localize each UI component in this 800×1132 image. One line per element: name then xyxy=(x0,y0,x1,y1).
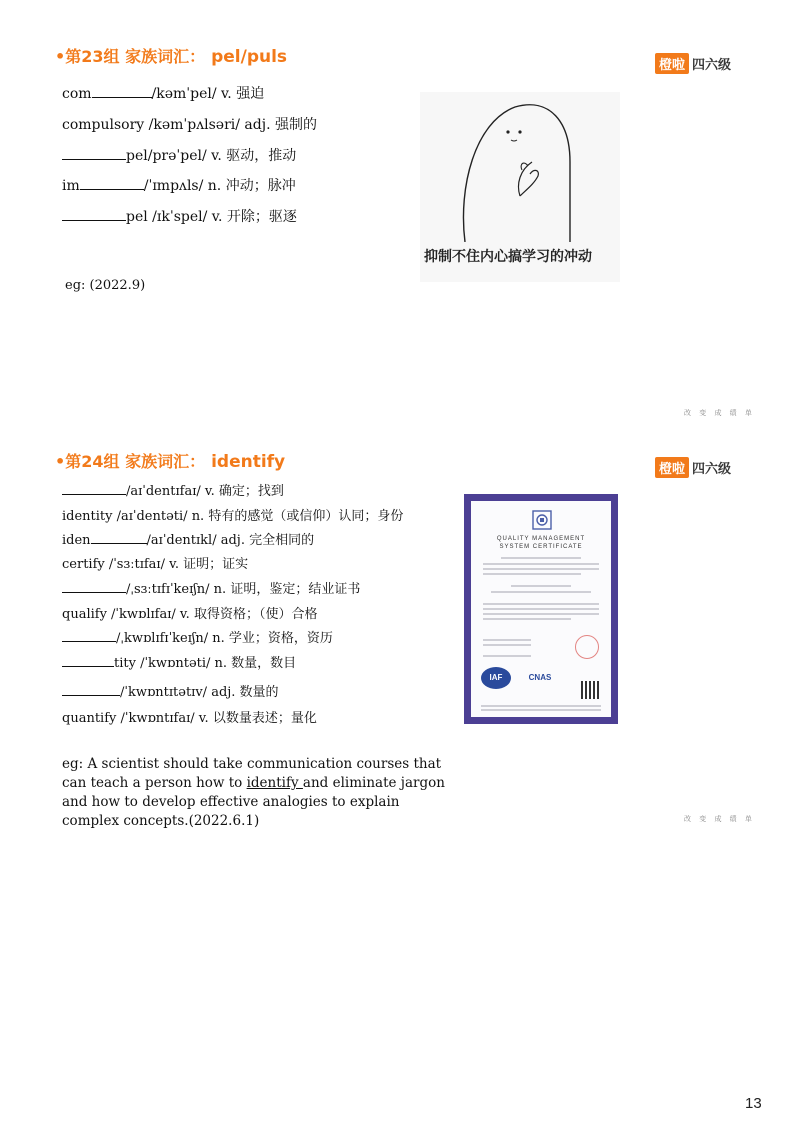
side-tag: 改 变 成 绩 单 xyxy=(684,815,755,823)
underlined-word: identify xyxy=(246,775,303,791)
page-number: 13 xyxy=(745,1095,762,1112)
vocab-line: iden /aɪˈdentɪkl/ adj. 完全相同的 xyxy=(62,533,315,548)
vocab-line: pel/prəˈpel/ v. 驱动，推动 xyxy=(62,145,296,165)
meme-caption: 抑制不住内心搞学习的冲动 xyxy=(424,249,592,265)
fill-blank xyxy=(62,147,126,160)
example-sentence: eg: A scientist should take communication courses that can teach a person how to identify and eliminate jargon and how to develop effective analogies to explain complex concepts.(2022.6.1) xyxy=(62,756,445,829)
fill-blank xyxy=(62,654,114,667)
vocab-line: com /kəmˈpel/ v. 强迫 xyxy=(62,86,265,102)
vocab-line: tity /ˈkwɒntəti/ n. 数量，数目 xyxy=(62,652,296,671)
qr-code-icon xyxy=(581,681,599,699)
example-sentence: eg: (2022.9) xyxy=(65,278,146,293)
iaf-logo: IAF xyxy=(481,667,511,689)
vocab-line: pel /ɪkˈspel/ v. 开除；驱逐 xyxy=(62,206,297,226)
brand-logo-mark: 橙啦 xyxy=(655,53,689,74)
vocab-line: quantify /ˈkwɒntɪfaɪ/ v. 以数量表述；量化 xyxy=(62,711,317,726)
fill-blank xyxy=(80,177,144,190)
fill-blank xyxy=(91,531,147,544)
section-heading xyxy=(55,44,287,67)
fill-blank xyxy=(62,580,126,593)
fill-blank xyxy=(92,85,152,98)
vocab-line: /aɪˈdentɪfaɪ/ v. 确定；找到 xyxy=(62,480,284,499)
heading-en: identify xyxy=(211,452,286,472)
vocab-line: qualify /ˈkwɒlɪfaɪ/ v. 取得资格；（使）合格 xyxy=(62,607,318,622)
vocab-line: certify /ˈsɜːtɪfaɪ/ v. 证明；证实 xyxy=(62,557,249,572)
fill-blank xyxy=(62,208,126,221)
vocab-line: /ˌkwɒlɪfɪˈkeɪʃn/ n. 学业；资格，资历 xyxy=(62,627,333,646)
brand-text: 四六级 xyxy=(692,58,732,73)
vocab-line: im /ˈɪmpʌls/ n. 冲动；脉冲 xyxy=(62,178,296,194)
section-heading xyxy=(55,449,285,472)
brand-logo xyxy=(655,457,731,478)
ghost-drawing xyxy=(420,92,620,242)
fill-blank xyxy=(62,482,126,495)
meme-image xyxy=(420,92,620,282)
cnas-logo: CNAS xyxy=(528,673,552,682)
certificate-emblem-icon xyxy=(531,509,553,531)
brand-logo xyxy=(655,53,731,74)
heading-cn: •第24组 家族词汇： xyxy=(55,452,206,471)
side-tag: 改 变 成 绩 单 xyxy=(684,409,755,417)
vocab-line: identity /aɪˈdentəti/ n. 特有的感觉（或信仰）认同；身份 xyxy=(62,509,404,524)
certificate-title: QUALITY MANAGEMENT SYSTEM CERTIFICATE xyxy=(496,536,586,550)
brand-text: 四六级 xyxy=(692,462,732,477)
fill-blank xyxy=(62,683,120,696)
certificate-seal xyxy=(575,635,599,659)
vocab-line: compulsory /kəmˈpʌlsəri/ adj. 强制的 xyxy=(62,117,317,133)
certificate-image xyxy=(464,494,618,724)
brand-logo-mark: 橙啦 xyxy=(655,457,689,478)
fill-blank xyxy=(62,629,116,642)
heading-en: pel/puls xyxy=(211,47,288,67)
heading-cn: •第23组 家族词汇： xyxy=(55,47,206,66)
vocab-line: /ˌsɜːtɪfɪˈkeɪʃn/ n. 证明，鉴定；结业证书 xyxy=(62,578,360,597)
vocab-line: /ˈkwɒntɪtətɪv/ adj. 数量的 xyxy=(62,681,279,700)
